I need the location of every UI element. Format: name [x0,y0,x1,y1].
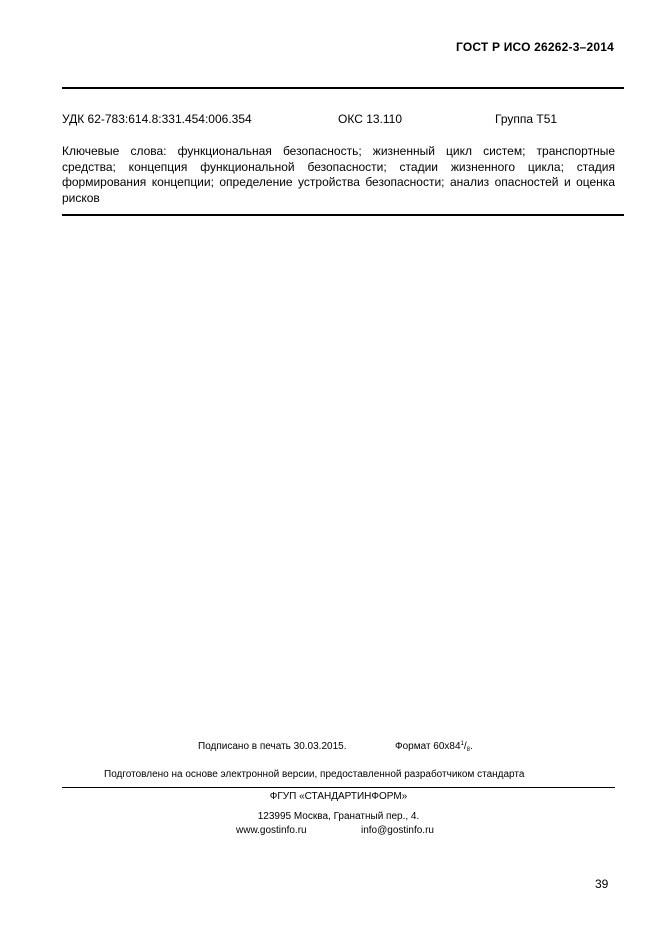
imprint-divider [62,787,615,788]
website-link[interactable]: www.gostinfo.ru [236,825,307,836]
format-suffix: . [470,741,473,752]
signed-date: Подписано в печать 30.03.2015. [198,741,347,752]
page-number: 39 [595,877,609,891]
format-denominator: 8 [466,747,471,753]
format-prefix: Формат 60x84 [395,741,461,752]
bottom-divider [62,214,624,216]
prepared-note: Подготовлено на основе электронной версии, предоставленной разработчиком стандарта [104,769,525,780]
standard-designation: ГОСТ Р ИСО 26262-3–2014 [455,40,614,54]
top-divider [62,87,624,89]
classification-row [62,112,624,128]
publisher-address: 123995 Москва, Гранатный пер., 4. [257,811,420,822]
publisher-name: ФГУП «СТАНДАРТИНФОРМ» [269,791,408,802]
paper-format: Формат $60x84^1/_8$. [395,741,473,753]
email-link[interactable]: info@gostinfo.ru [361,825,434,836]
udk-code: УДК 62-783:614.8:331.454:006.354 [62,112,252,126]
oks-code: ОКС 13.110 [338,112,403,126]
group-code: Группа Т51 [495,112,558,126]
format-numerator: 1 [460,741,464,747]
keywords-paragraph: Ключевые слова: функциональная безопасность; жизненный цикл систем; транспортные средства; концепция функциональной безопасности; стадии жизненного цикла; стадия формирования концепции; определение устройства безопасности; анализ опасностей и оценка рисков [62,144,615,205]
